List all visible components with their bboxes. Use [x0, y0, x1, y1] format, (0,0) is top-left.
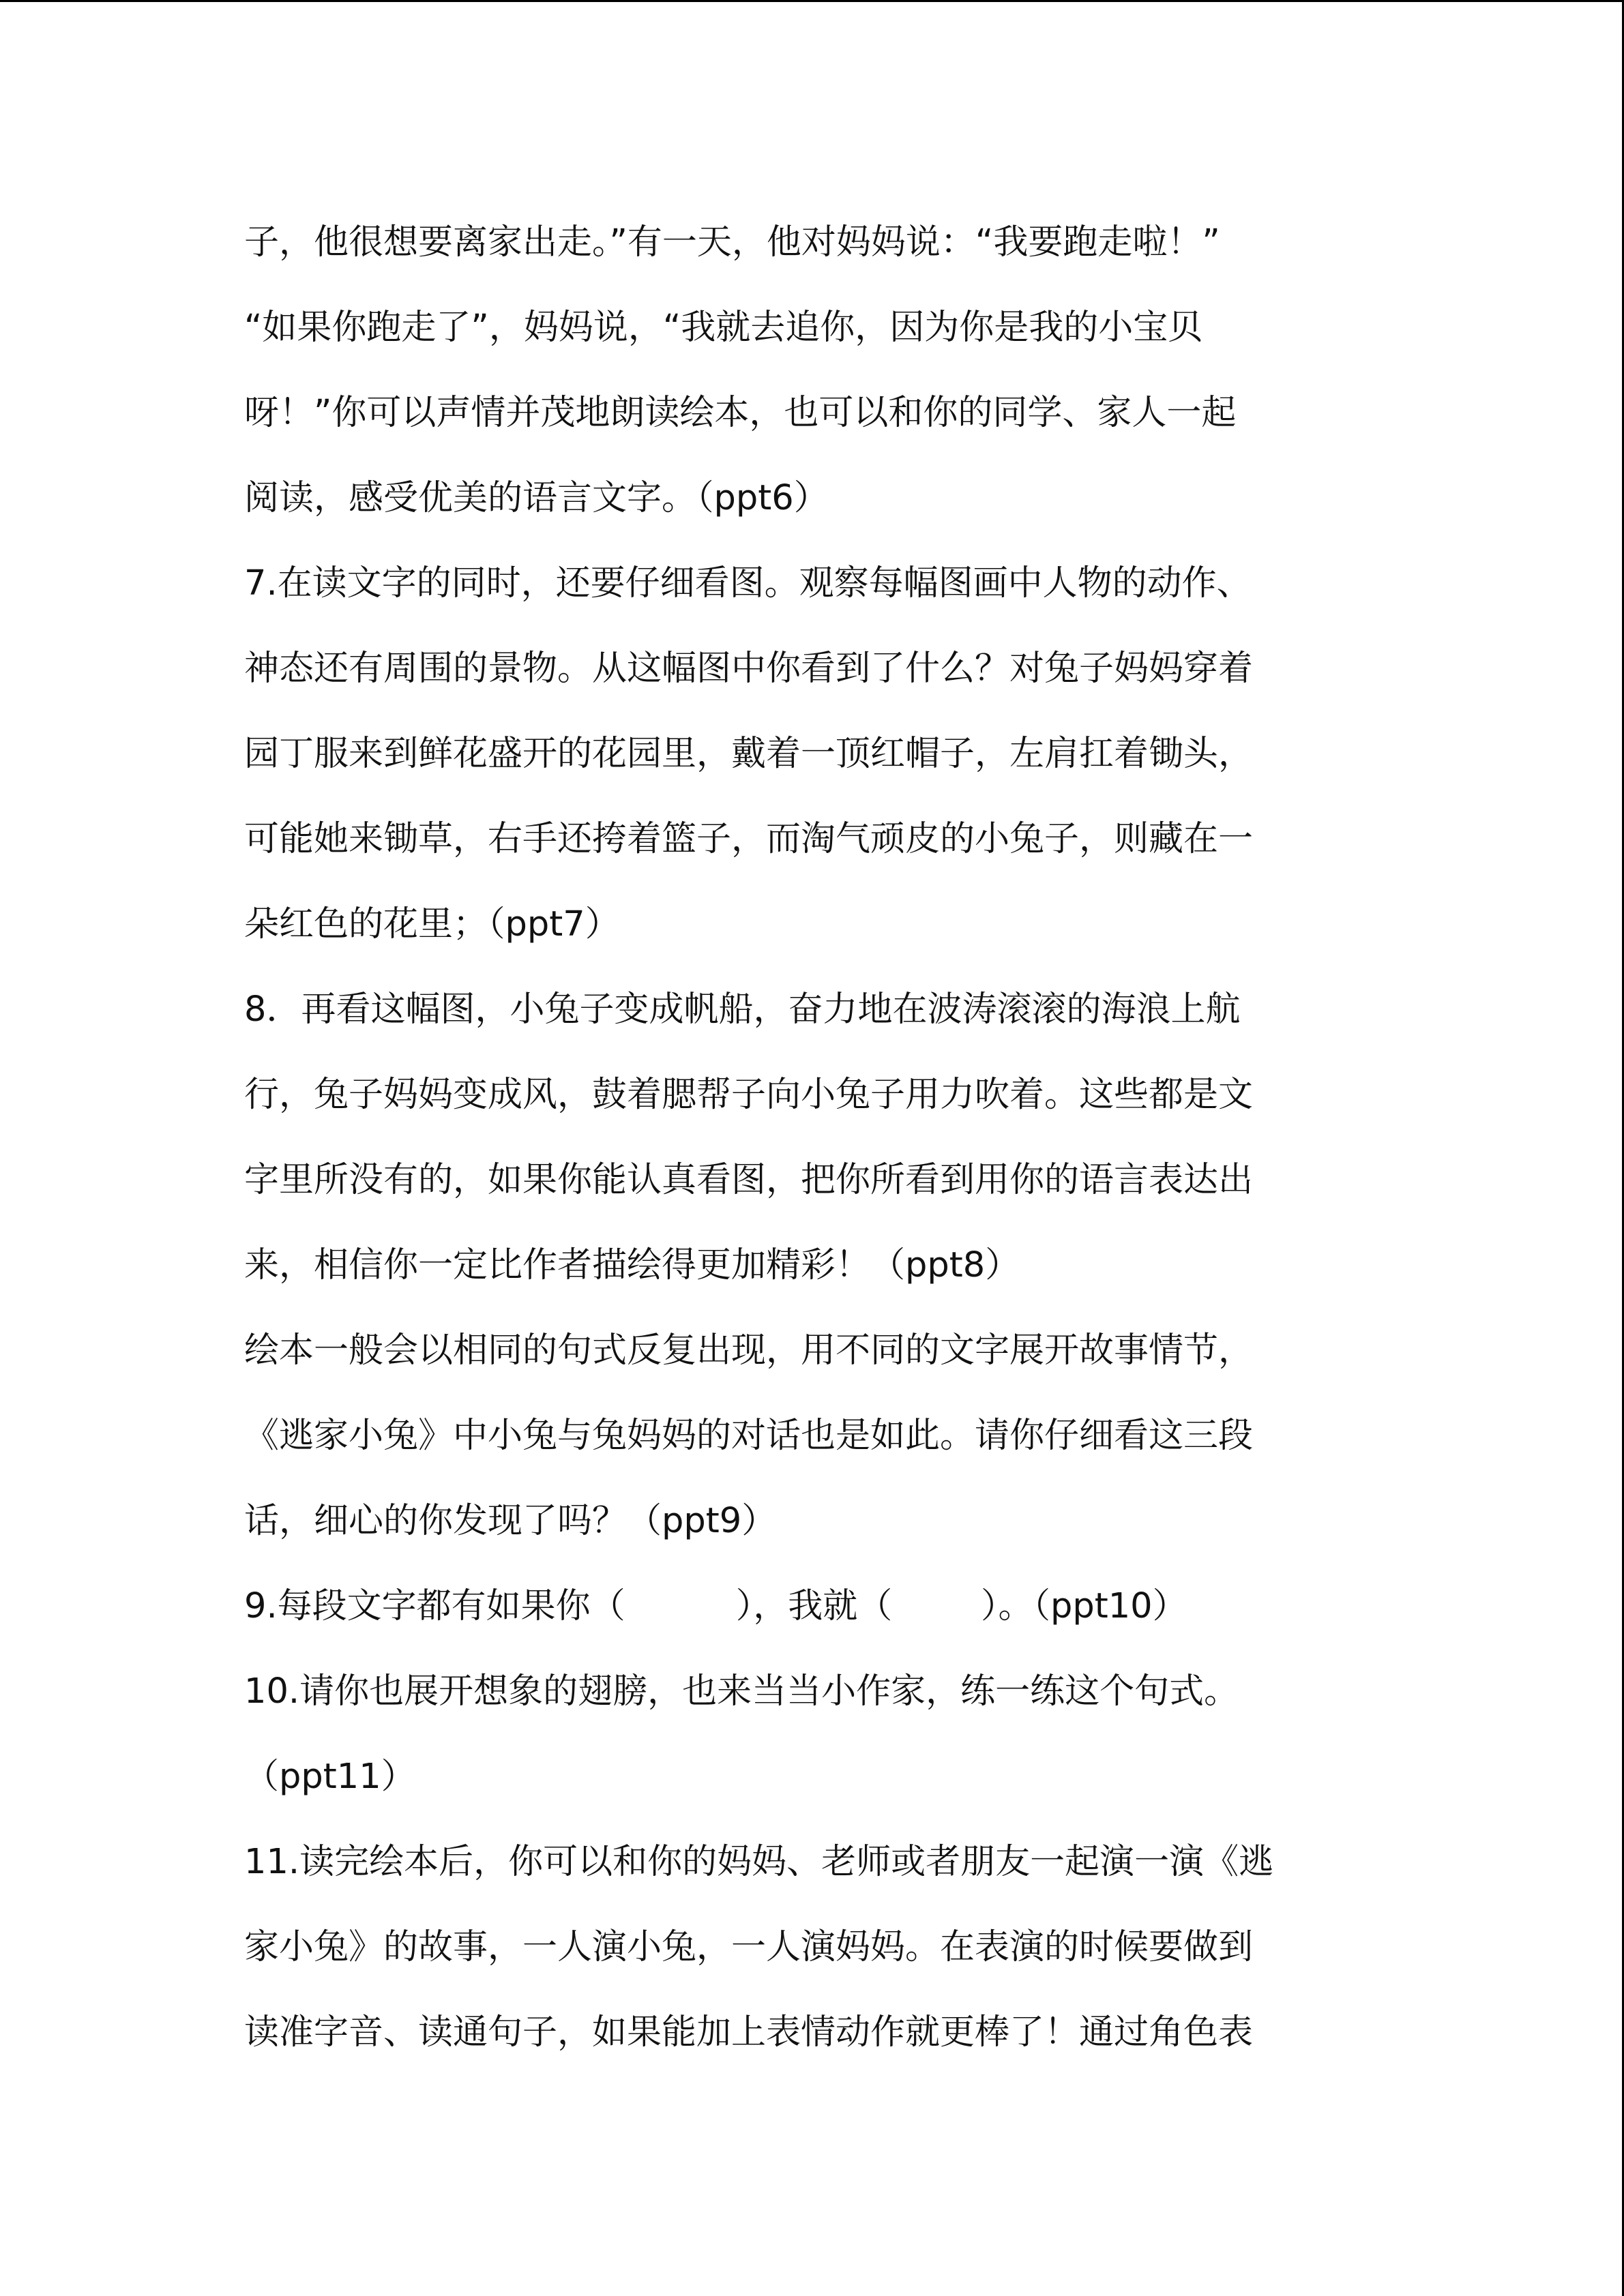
text-line: 呀！”你可以声情并茂地朗读绘本，也可以和你的同学、家人一起: [244, 393, 1237, 433]
text-line: 来，相信你一定比作者描绘得更加精彩！（ppt8）: [244, 1245, 1020, 1285]
text-line: （ppt11）: [244, 1757, 416, 1797]
text-line: 10.请你也展开想象的翅膀，也来当当小作家，练一练这个句式。: [244, 1671, 1239, 1712]
text-line: 8．再看这幅图，小兔子变成帆船，奋力地在波涛滚滚的海浪上航: [244, 989, 1241, 1030]
text-line: 可能她来锄草，右手还挎着篮子，而淘气顽皮的小兔子，则藏在一: [244, 819, 1254, 859]
text-line: 读准字音、读通句子，如果能加上表情动作就更棒了！通过角色表: [244, 2012, 1254, 2053]
text-line: 7.在读文字的同时，还要仔细看图。观察每幅图画中人物的动作、: [244, 563, 1252, 603]
text-line: 行，兔子妈妈变成风，鼓着腮帮子向小兔子用力吹着。这些都是文: [244, 1075, 1254, 1115]
text-line: 11.读完绘本后，你可以和你的妈妈、老师或者朋友一起演一演《逃: [244, 1842, 1274, 1882]
text-line: 神态还有周围的景物。从这幅图中你看到了什么？对兔子妈妈穿着: [244, 648, 1254, 689]
text-line: 阅读，感受优美的语言文字。（ppt6）: [244, 478, 829, 518]
text-line: “如果你跑走了”，妈妈说，“我就去追你，因为你是我的小宝贝: [244, 308, 1203, 348]
document-body: [244, 200, 1363, 2075]
text-line: 话，细心的你发现了吗？（ppt9）: [244, 1501, 777, 1541]
text-line: 9.每段文字都有如果你（ ），我就（ ）。（ppt10）: [244, 1586, 1187, 1626]
text-line: 绘本一般会以相同的句式反复出现，用不同的文字展开故事情节，: [244, 1330, 1254, 1371]
text-line: 《逃家小兔》中小兔与兔妈妈的对话也是如此。请你仔细看这三段: [244, 1416, 1254, 1456]
text-line: 朵红色的花里；（ppt7）: [244, 904, 620, 944]
text-line: 子，他很想要离家出走。”有一天，他对妈妈说：“我要跑走啦！”: [244, 222, 1220, 263]
text-line: 字里所没有的，如果你能认真看图，把你所看到用你的语言表达出: [244, 1160, 1254, 1200]
text-line: 家小兔》的故事，一人演小兔，一人演妈妈。在表演的时候要做到: [244, 1927, 1254, 1967]
text-line: 园丁服来到鲜花盛开的花园里，戴着一顶红帽子，左肩扛着锄头，: [244, 734, 1254, 774]
